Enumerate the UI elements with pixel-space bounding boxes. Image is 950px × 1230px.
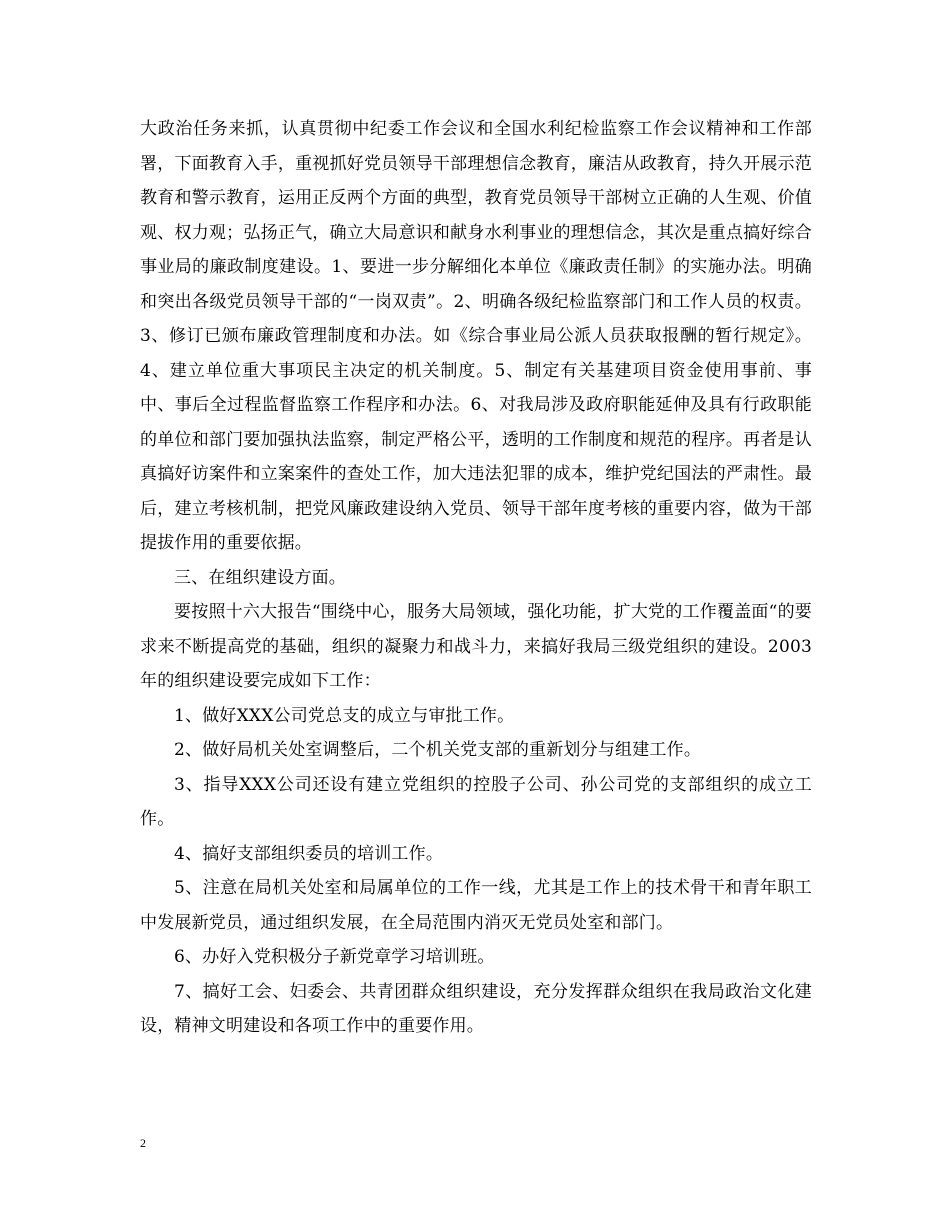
list-item-7: 7、搞好工会、妇委会、共青团群众组织建设，充分发挥群众组织在我局政治文化建设，精神文明建设和各项工作中的重要作用。: [140, 981, 812, 1036]
paragraph-organization-intro: 要按照十六大报告“围绕中心，服务大局领域，强化功能，扩大党的工作覆盖面“的要求来不断提高党的基础，组织的凝聚力和战斗力，来搞好我局三级党组织的建设。2003年的组织建设要完成如下工作：: [140, 602, 812, 691]
list-item-5: 5、注意在局机关处室和局属单位的工作一线，尤其是工作上的技术骨干和青年职工中发展新党员，通过组织发展，在全局范围内消灭无党员处室和部门。: [140, 878, 812, 933]
list-item-1: 1、做好XXX公司党总支的成立与审批工作。: [174, 705, 515, 726]
list-item-4: 4、搞好支部组织委员的培训工作。: [174, 843, 444, 864]
list-item-2: 2、做好局机关处室调整后，二个机关党支部的重新划分与组建工作。: [174, 740, 702, 760]
page-number: 2: [140, 1136, 146, 1150]
section-heading-organization: 三、在组织建设方面。: [174, 567, 346, 588]
list-item-6: 6、办好入党积极分子新党章学习培训班。: [174, 947, 495, 967]
paragraph-discipline-continued: 大政治任务来抓，认真贯彻中纪委工作会议和全国水利纪检监察工作会议精神和工作部署，下面教育入手，重视抓好党员领导干部理想信念教育，廉洁从政教育，持久开展示范教育和警示教育，运用正反两个方面的典型，教育党员领导干部树立正确的人生观、价值观、权力观；弘扬正气，确立大局意识和献身水利事业的理想信念，其次是重点搞好综合事业局的廉政制度建设。1、要进一步分解细化本单位《廉政责任制》的实施办法。明确和突出各级党员领导干部的“一岗双责”。2、明确各级纪检监察部门和工作人员的权责。3、修订已颁布廉政管理制度和办法。如《综合事业局公派人员获取报酬的暂行规定》。4、建立单位重大事项民主决定的机关制度。5、制定有关基建项目资金使用事前、事中、事后全过程监督监察工作程序和办法。6、对我局涉及政府职能延伸及具有行政职能的单位和部门要加强执法监察，制定严格公平，透明的工作制度和规范的程序。再者是认真搞好访案件和立案案件的查处工作，加大违法犯罪的成本，维护党纪国法的严肃性。最后，建立考核机制，把党风廉政建设纳入党员、领导干部年度考核的重要内容，做为干部提拔作用的重要依据。: [140, 119, 812, 553]
body-text: [140, 112, 812, 1044]
list-item-3: 3、指导XXX公司还设有建立党组织的控股子公司、孙公司党的支部组织的成立工作。: [140, 774, 812, 829]
